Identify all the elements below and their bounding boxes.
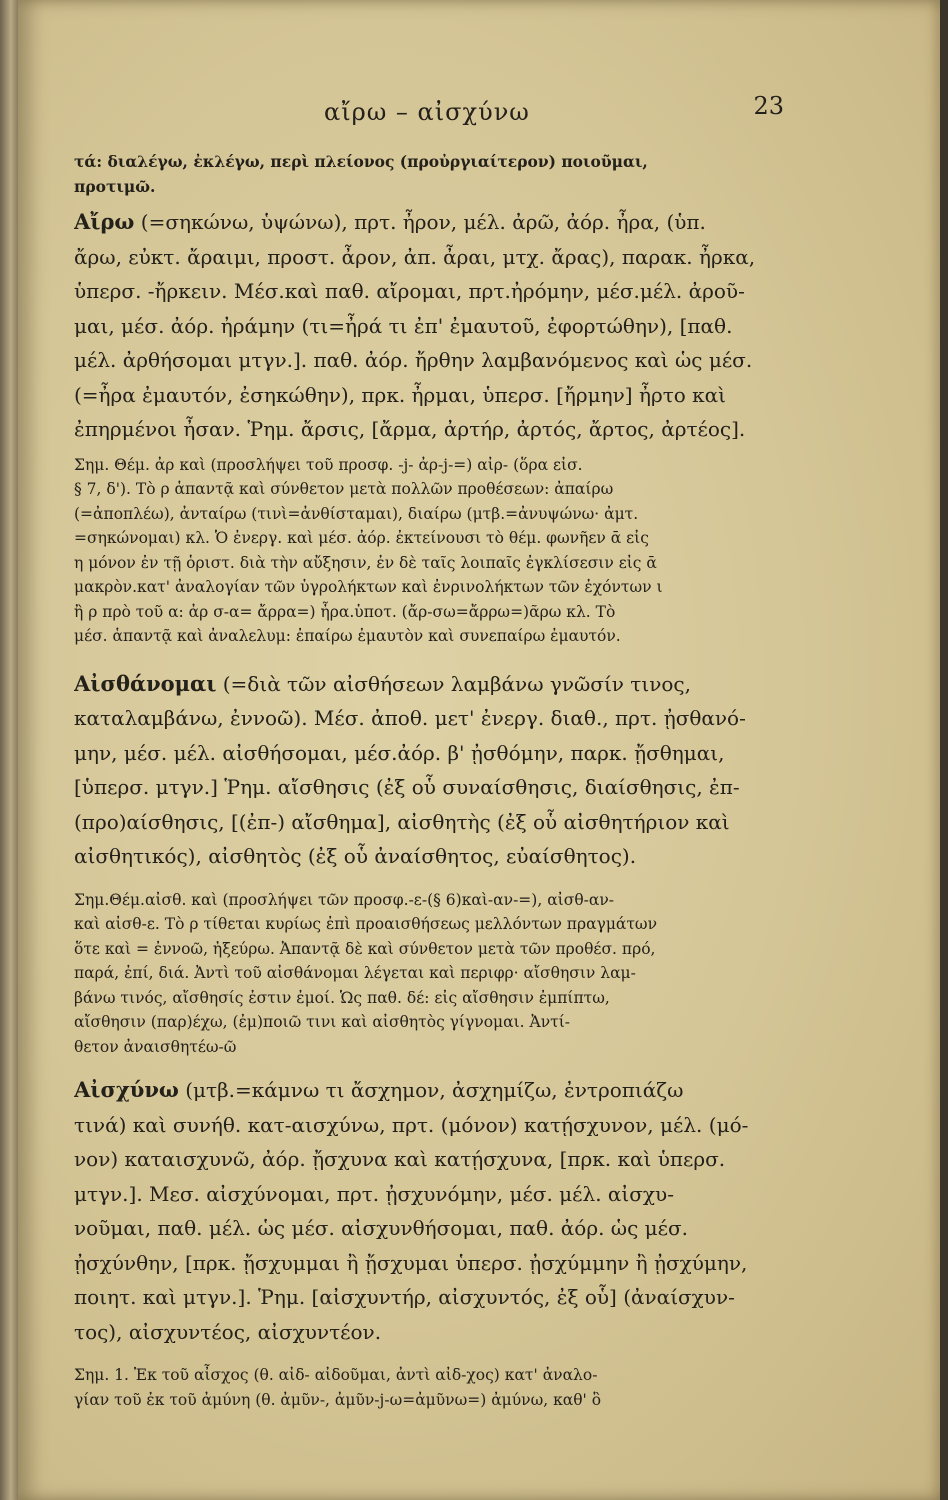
text-line: καταλαμβάνω, ἐννοῶ). Μέσ. ἀποθ. μετ' ἐνεργ. διαθ., πρτ. ᾐσθανό- xyxy=(74,706,746,730)
text-line xyxy=(74,205,774,240)
text-line: [ὑπερσ. μτγν.] Ῥημ. αἴσθησις (ἐξ οὗ συναίσθησις, διαίσθησις, ἐπ- xyxy=(74,775,740,799)
text-line: προτιμῶ. xyxy=(74,176,156,196)
note-line: καὶ αἰσθ-ε. Τὸ ρ τίθεται κυρίως ἐπὶ προαισθήσεως μελλόντων πραγμάτων xyxy=(74,915,657,933)
entry-body xyxy=(74,1073,774,1349)
entry-body xyxy=(74,667,774,874)
text-line: (=διὰ τῶν αἰσθήσεων λαμβάνω γνῶσίν τινος, xyxy=(222,671,691,696)
text-line: μαι, μέσ. ἀόρ. ἠράμην (τι=ἦρά τι ἐπ' ἐμαυτοῦ, ἐφορτώθην), [παθ. xyxy=(74,313,733,338)
note-line: (=ἀποπλέω), ἀνταίρω (τινὶ=ἀνθίσταμαι), διαίρω (μτβ.=ἀνυψώνω· ἀμτ. xyxy=(74,504,639,523)
entry-lead-word: Αἰσχύνω xyxy=(74,1077,179,1102)
entry-note xyxy=(74,1363,774,1412)
note-line: =σηκώνομαι) κλ. Ὁ ἐνεργ. καὶ μέσ. ἀόρ. ἐκτείνουσι τὸ θέμ. φωνῆεν ᾱ εἰς xyxy=(74,529,649,547)
entry-aisthanomai xyxy=(74,667,774,1060)
text-line xyxy=(74,1073,774,1108)
note-line: Σημ. Θέμ. ἀρ καὶ (προσλήψει τοῦ προσφ. -j- ἀρ-j-=) αἰρ- (ὅρα εἰσ. xyxy=(74,455,583,474)
note-line: ἢ ρ πρὸ τοῦ α: ἀρ σ-α= ἄρρα=) ἦρα.ὑποτ. (ἄρ-σω=ἄρρω=)ᾶρω κλ. Τὸ xyxy=(74,602,616,621)
running-title: αἴρω – αἰσχύνω xyxy=(324,98,530,126)
text-line: τινά) καὶ συνήθ. κατ-αισχύνω, πρτ. (μόνον) κατῄσχυνον, μέλ. (μό- xyxy=(74,1112,749,1137)
text-line: (προ)αίσθησις, [(ἐπ-) αἴσθημα], αἰσθητὴς (ἐξ οὗ αἰσθητήριον καὶ xyxy=(74,809,730,834)
text-line: ἄρω, εὐκτ. ἄραιμι, προστ. ἆρον, ἀπ. ἆραι, μτχ. ἄρας), παρακ. ἦρκα, xyxy=(74,244,756,269)
text-line: νον) καταισχυνῶ, ἀόρ. ᾔσχυνα καὶ κατῄσχυνα, [πρκ. καὶ ὑπερσ. xyxy=(74,1147,726,1171)
text-line: μέλ. ἀρθήσομαι μτγν.]. παθ. ἀόρ. ἤρθην λαμβανόμενος καὶ ὡς μέσ. xyxy=(74,348,753,372)
note-line: Σημ.Θέμ.αἰσθ. καὶ (προσλήψει τῶν προσφ.-ε-(§ 6)καὶ-αν-=), αἰσθ-αν- xyxy=(74,890,615,909)
note-line: ὅτε καὶ = ἐννοῶ, ἠξεύρω. Ἀπαντᾷ δὲ καὶ σύνθετον μετὰ τῶν προθέσ. πρό, xyxy=(74,939,656,958)
facing-page-edge xyxy=(0,0,18,1500)
continuation-text xyxy=(74,150,774,199)
text-line: τος), αἰσχυντέος, αἰσχυντέον. xyxy=(74,1319,382,1344)
entry-note xyxy=(74,888,774,1060)
entry-note xyxy=(74,453,774,649)
note-line: αἴσθησιν (παρ)έχω, (ἐμ)ποιῶ τινι καὶ αἰσθητὸς γίγνομαι. Ἀντί- xyxy=(74,1013,571,1031)
text-line: ὑπερσ. -ἤρκειν. Μέσ.καὶ παθ. αἴρομαι, πρτ.ἠρόμην, μέσ.μέλ. ἀροῦ- xyxy=(74,279,745,303)
note-line: βάνω τινός, αἴσθησίς ἐστιν ἐμοί. Ὡς παθ. δέ: εἰς αἴσθησιν ἐμπίπτω, xyxy=(74,988,610,1007)
entry-body xyxy=(74,205,774,447)
entry-lead-word: Αἰσθάνομαι xyxy=(74,670,217,696)
note-line: Σημ. 1. Ἐκ τοῦ αἶσχος (θ. αἰδ- αἰδοῦμαι, ἀντὶ αἰδ-χος) κατ' ἀναλο- xyxy=(74,1366,598,1384)
text-line: μτγν.]. Μεσ. αἰσχύνομαι, πρτ. ᾐσχυνόμην, μέσ. μέλ. αἰσχυ- xyxy=(74,1181,674,1206)
text-line: αἰσθητικός), αἰσθητὸς (ἐξ οὗ ἀναίσθητος, εὐαίσθητος). xyxy=(74,844,637,868)
entry-lead-word: Αἴρω xyxy=(74,209,135,234)
text-line: (μτβ.=κάμνω τι ἄσχημον, ἀσχημίζω, ἐντροπιάζω xyxy=(185,1078,684,1102)
entry-airo xyxy=(74,205,774,649)
note-line: θετον ἀναισθητέω-ῶ xyxy=(74,1037,237,1056)
text-line xyxy=(74,667,774,702)
text-line: νοῦμαι, παθ. μέλ. ὡς μέσ. αἰσχυνθήσομαι, παθ. ἀόρ. ὡς μέσ. xyxy=(74,1216,689,1240)
text-line: (=ἦρα ἐμαυτόν, ἐσηκώθην), πρκ. ἦρμαι, ὑπερσ. [ἤρμην] ἦρτο καὶ xyxy=(74,382,727,407)
text-line: (=σηκώνω, ὑψώνω), πρτ. ἦρον, μέλ. ἀρῶ, ἀόρ. ἦρα, (ὑπ. xyxy=(140,210,706,234)
note-line: παρά, ἐπί, διά. Ἀντὶ τοῦ αἰσθάνομαι λέγεται καὶ περιφρ· αἴσθησιν λαμ- xyxy=(74,964,636,982)
page-sheet xyxy=(18,0,940,1500)
text-line: μην, μέσ. μέλ. αἰσθήσομαι, μέσ.ἀόρ. β' ᾐσθόμην, παρκ. ᾔσθημαι, xyxy=(74,740,725,765)
text-line: τά: διαλέγω, ἐκλέγω, περὶ πλείονος (προὐργιαίτερον) ποιοῦμαι, xyxy=(74,152,648,171)
text-line: ᾐσχύνθην, [πρκ. ᾔσχυμμαι ἢ ᾔσχυμαι ὑπερσ. ᾐσχύμμην ἢ ᾐσχύμην, xyxy=(74,1250,748,1275)
page-number: 23 xyxy=(753,92,784,120)
page-content xyxy=(74,92,784,1412)
note-line: § 7, δ'). Τὸ ρ ἁπαντᾷ καὶ σύνθετον μετὰ πολλῶν προθέσεων: ἀπαίρω xyxy=(74,480,614,498)
text-line: ποιητ. καὶ μτγν.]. Ῥημ. [αἰσχυντήρ, αἰσχυντός, ἐξ οὗ] (ἀναίσχυν- xyxy=(74,1285,735,1309)
note-line: η μόνον ἐν τῇ ὁριστ. διὰ τὴν αὔξησιν, ἐν δὲ ταῖς λοιπαῖς ἐγκλίσεσιν εἰς ᾱ xyxy=(74,553,657,572)
note-line: μέσ. ἁπαντᾷ καὶ ἀναλελυμ: ἐπαίρω ἐμαυτὸν καὶ συνεπαίρω ἐμαυτόν. xyxy=(74,627,621,645)
note-line: μακρὸν.κατ' ἀναλογίαν τῶν ὑγρολήκτων καὶ ἐνρινολήκτων τῶν ἐχόντων ι xyxy=(74,578,663,596)
entry-aischyno xyxy=(74,1073,774,1412)
note-line: γίαν τοῦ ἐκ τοῦ ἀμύνη (θ. ἀμῦν-, ἀμῦν-j-ω=ἀμῦνω=) ἀμύνω, καθ' ὃ xyxy=(74,1390,602,1409)
page-header xyxy=(74,92,784,140)
text-line: ἐπηρμένοι ἦσαν. Ῥημ. ἄρσις, [ἄρμα, ἀρτήρ, ἀρτός, ἄρτος, ἀρτέος]. xyxy=(74,417,746,441)
